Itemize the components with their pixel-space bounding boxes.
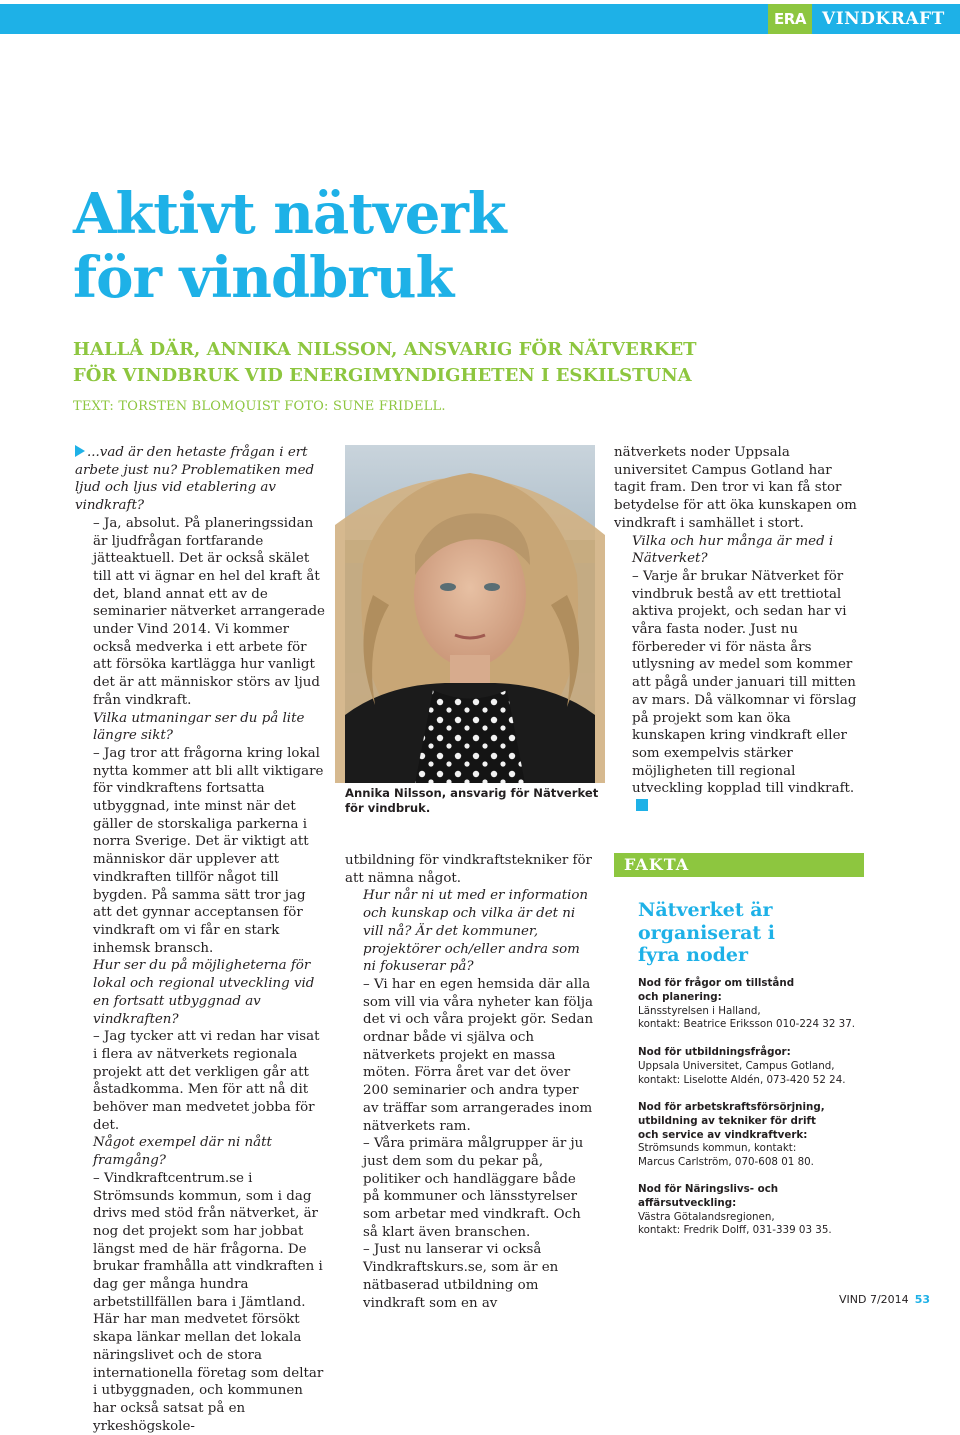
section-name: VINDKRAFT xyxy=(822,9,945,29)
page-number: 53 xyxy=(914,1293,930,1306)
text-column-3 xyxy=(614,444,866,816)
headline-line-2: för vindbruk xyxy=(73,245,454,311)
question-paragraph: Hur ser du på möjligheterna för lokal och regional utveckling vid en fortsatt utbyggnad av vindkraften? xyxy=(93,958,315,1027)
lead-triangle-icon xyxy=(75,445,85,457)
node-entry: Nod för frågor om tillstånd och planering: Länsstyrelsen i Halland, kontakt: Beatrice Eriksson 010-224 32 37. xyxy=(638,977,856,1031)
answer-paragraph: – Våra primära målgrupper är ju just dem som du pekar på, politiker och handläggare både på kommuner och länsstyrelser som arbetar med vindkraft. Och så klart även branschen. xyxy=(363,1136,584,1240)
text-column-2 xyxy=(345,852,595,1312)
article-headline xyxy=(73,182,873,310)
question-paragraph: Hur når ni ut med er information och kunskap och vilka är det ni vill nå? Är det kommuner, projektörer och/eller andra som ni fokuserar på? xyxy=(363,888,589,975)
section-tag: ERA xyxy=(768,4,812,34)
answer-paragraph: nätverkets noder Uppsala universitet Campus Gotland har tagit fram. Den tror vi kan få stor betydelse för att öka kunskapen om vindkraft i samhället i stort. xyxy=(614,445,857,531)
fact-box-label: FAKTA xyxy=(614,853,864,877)
question-paragraph: Vilka och hur många är med i Nätverket? xyxy=(632,533,834,567)
issue-label: VIND 7/2014 xyxy=(839,1293,909,1306)
answer-paragraph: utbildning för vindkraftstekniker för att nämna något. xyxy=(345,853,592,886)
answer-paragraph: – Varje år brukar Nätverket för vindbruk bestå av ett trettiotal aktiva projekt, och sedan har vi våra fasta noder. Just nu förbereder vi för nästa års utlysning av medel som kommer att pågå under januari till mitten av mars. Då välkomnar vi förslag på projekt som kan öka kunskapen kring vindkraft eller som exempelvis stärker möjligheten till regional utveckling kopplad till vindkraft. xyxy=(614,568,866,816)
text-column-1 xyxy=(75,444,325,1435)
answer-paragraph: – Jag tror att frågorna kring lokal nytta kommer att bli allt viktigare för vindkraftens fortsatta utbyggnad, inte minst när det gäller de storskaliga parkerna i norra Sverige. Det är viktigt att människor där upplever att vindkraften tillför något till bygden. På samma sätt tror jag att det gynnar acceptansen för vindkraft om vi får en stark inhemsk bransch. xyxy=(93,745,324,956)
portrait-photo xyxy=(345,445,595,783)
question-paragraph: Något exempel där ni nått framgång? xyxy=(93,1135,272,1169)
article-byline: TEXT: TORSTEN BLOMQUIST FOTO: SUNE FRIDELL. xyxy=(73,399,446,414)
section-header-bar xyxy=(0,4,960,34)
kicker-line-1: HALLÅ DÄR, ANNIKA NILSSON, ANSVARIG FÖR NÄTVERKET xyxy=(73,339,697,360)
answer-paragraph: – Ja, absolut. På planeringssidan är ljudfrågan fortfarande jätteaktuell. Det är också skälet till att vi ägnar en hel del kraft åt det, bland annat ett av de seminarier nätverket arrangerade under Vind 2014. Vi kommer också medverka i ett arbete för att försöka kartlägga hur vanligt det är att människor störs av ljud från vindkraft. xyxy=(93,515,325,708)
headline-line-1: Aktivt nätverk xyxy=(73,181,506,247)
answer-paragraph: – Jag tycker att vi redan har visat i flera av nätverkets regionala projekt att det verkligen går att åstadkomma. Men för att nå dit behöver man medvetet jobba för det. xyxy=(93,1029,320,1133)
question-paragraph: Vilka utmaningar ser du på lite längre sikt? xyxy=(93,710,305,744)
fact-box-title: Nätverket är organiserat i fyra noder xyxy=(638,899,776,966)
answer-paragraph: – Vi har en egen hemsida där alla som vill via våra nyheter kan följa det vi och våra projekt gör. Sedan ordnar både vi själva och nätverkets projekt en massa möten. Förra året var det över 200 seminarier och andra typer av träffar som arrangerades inom nätverkets ram. xyxy=(363,976,594,1134)
photo-caption: Annika Nilsson, ansvarig för Nätverket för vindbruk. xyxy=(345,786,599,815)
fact-box xyxy=(614,853,864,1253)
node-entry: Nod för Näringslivs- och affärsutveckling: Västra Götalandsregionen, kontakt: Fredrik Dolff, 031-339 03 35. xyxy=(638,1183,832,1237)
article-kicker xyxy=(73,337,833,389)
portrait-illustration xyxy=(345,445,595,783)
answer-paragraph: – Vindkraftcentrum.se i Strömsunds kommun, som i dag drivs med stöd från nätverket, är nog det projekt som har jobbat längst med de här frågorna. De brukar framhålla att vindkraften i dag ger många hundra arbetstillfällen bara i Jämtland. Här har man medvetet försökt skapa länkar mellan det lokala näringslivet och de stora internationella företag som deltar i utbyggnaden, och kommunen har också satsat på en yrkeshögskole- xyxy=(93,1170,324,1434)
node-entry: Nod för utbildningsfrågor: Uppsala Universitet, Campus Gotland, kontakt: Liselotte Aldén, 073-420 52 24. xyxy=(638,1046,846,1086)
answer-paragraph: – Just nu lanserar vi också Vindkraftskurs.se, som är en nätbaserad utbildning om vindkraft som en av xyxy=(363,1242,559,1311)
end-mark-icon xyxy=(636,799,648,811)
question-paragraph: ...vad är den hetaste frågan i ert arbete just nu? Problematiken med ljud och ljus vid etablering av vindkraft? xyxy=(75,445,315,514)
node-entry: Nod för arbetskraftsförsörjning, utbildning av tekniker för drift och service av vindkraftverk: Strömsunds kommun, kontakt: Marcus Carlström, 070-608 01 80. xyxy=(638,1101,825,1169)
kicker-line-2: FÖR VINDBRUK VID ENERGIMYNDIGHETEN I ESKILSTUNA xyxy=(73,365,692,386)
page-footer xyxy=(839,1293,930,1307)
